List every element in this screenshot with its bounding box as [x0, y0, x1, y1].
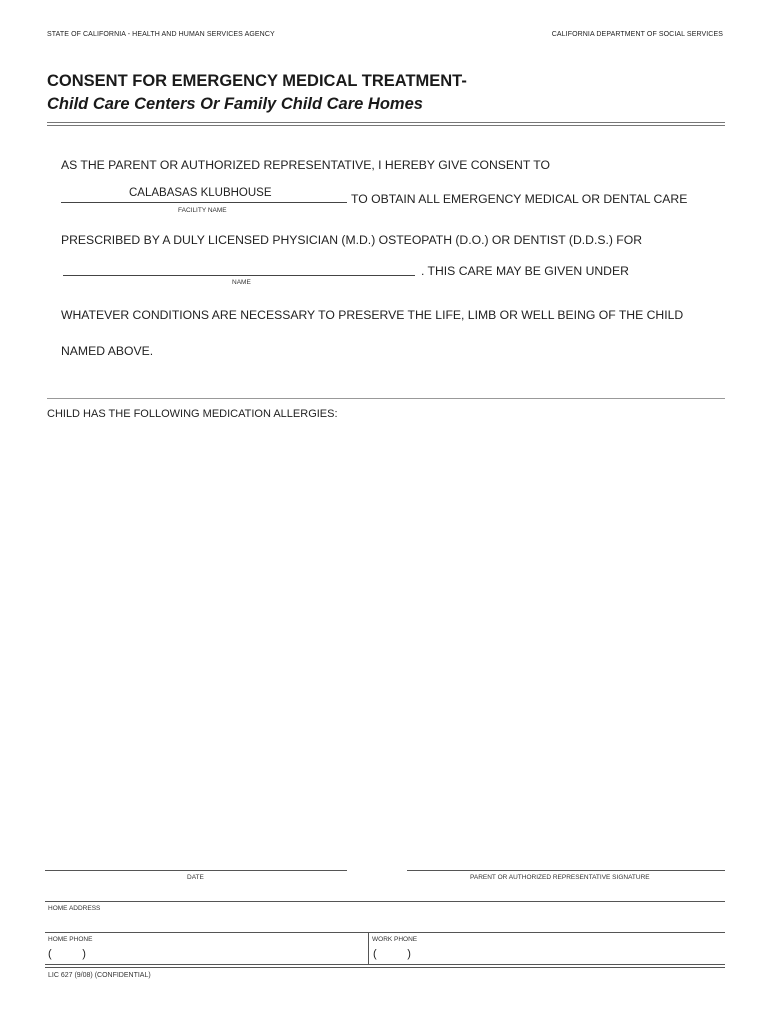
signature-label: PARENT OR AUTHORIZED REPRESENTATIVE SIGNATURE	[470, 874, 650, 881]
work-phone-field[interactable]: ( )	[373, 948, 411, 960]
consent-line-4: . THIS CARE MAY BE GIVEN UNDER	[421, 264, 629, 278]
facility-name-field[interactable]	[61, 187, 347, 203]
consent-line-2: TO OBTAIN ALL EMERGENCY MEDICAL OR DENTAL CARE	[351, 192, 688, 206]
agency-header: STATE OF CALIFORNIA - HEALTH AND HUMAN SERVICES AGENCY	[47, 31, 275, 38]
allergies-divider	[47, 398, 725, 399]
consent-line-3: PRESCRIBED BY A DULY LICENSED PHYSICIAN (M.D.) OSTEOPATH (D.O.) OR DENTIST (D.D.S.) FOR	[61, 233, 643, 247]
department-header: CALIFORNIA DEPARTMENT OF SOCIAL SERVICES	[551, 31, 723, 38]
child-name-field[interactable]	[63, 263, 415, 276]
child-name-label: NAME	[232, 279, 251, 286]
title-divider-top	[47, 122, 725, 123]
facility-name-label: FACILITY NAME	[178, 207, 227, 214]
home-phone-label: HOME PHONE	[48, 936, 93, 943]
title-divider-bottom	[47, 125, 725, 126]
home-phone-field[interactable]: ( )	[48, 948, 86, 960]
home-address-label: HOME ADDRESS	[48, 905, 101, 912]
signature-line	[407, 870, 725, 871]
phone-separator	[368, 932, 369, 964]
date-label: DATE	[187, 874, 204, 881]
consent-line-1: AS THE PARENT OR AUTHORIZED REPRESENTATIVE, I HEREBY GIVE CONSENT TO	[61, 158, 550, 172]
footer-divider-top	[45, 964, 725, 965]
signature-field[interactable]	[407, 860, 725, 870]
home-address-divider	[45, 901, 725, 902]
phone-divider	[45, 932, 725, 933]
allergies-label: CHILD HAS THE FOLLOWING MEDICATION ALLERGIES:	[47, 408, 338, 420]
consent-line-6: NAMED ABOVE.	[61, 344, 154, 358]
consent-line-5: WHATEVER CONDITIONS ARE NECESSARY TO PRESERVE THE LIFE, LIMB OR WELL BEING OF THE CHILD	[61, 308, 684, 322]
allergies-field[interactable]	[47, 428, 725, 853]
form-id: LIC 627 (9/08) (CONFIDENTIAL)	[48, 972, 151, 979]
date-field[interactable]	[45, 860, 347, 870]
form-subtitle: Child Care Centers Or Family Child Care Homes	[47, 95, 423, 113]
footer-divider-bottom	[45, 967, 725, 968]
work-phone-label: WORK PHONE	[372, 936, 418, 943]
home-address-field[interactable]	[45, 914, 725, 931]
facility-name-value: CALABASAS KLUBHOUSE	[129, 187, 272, 199]
form-title: CONSENT FOR EMERGENCY MEDICAL TREATMENT-	[47, 72, 467, 90]
date-line	[45, 870, 347, 871]
